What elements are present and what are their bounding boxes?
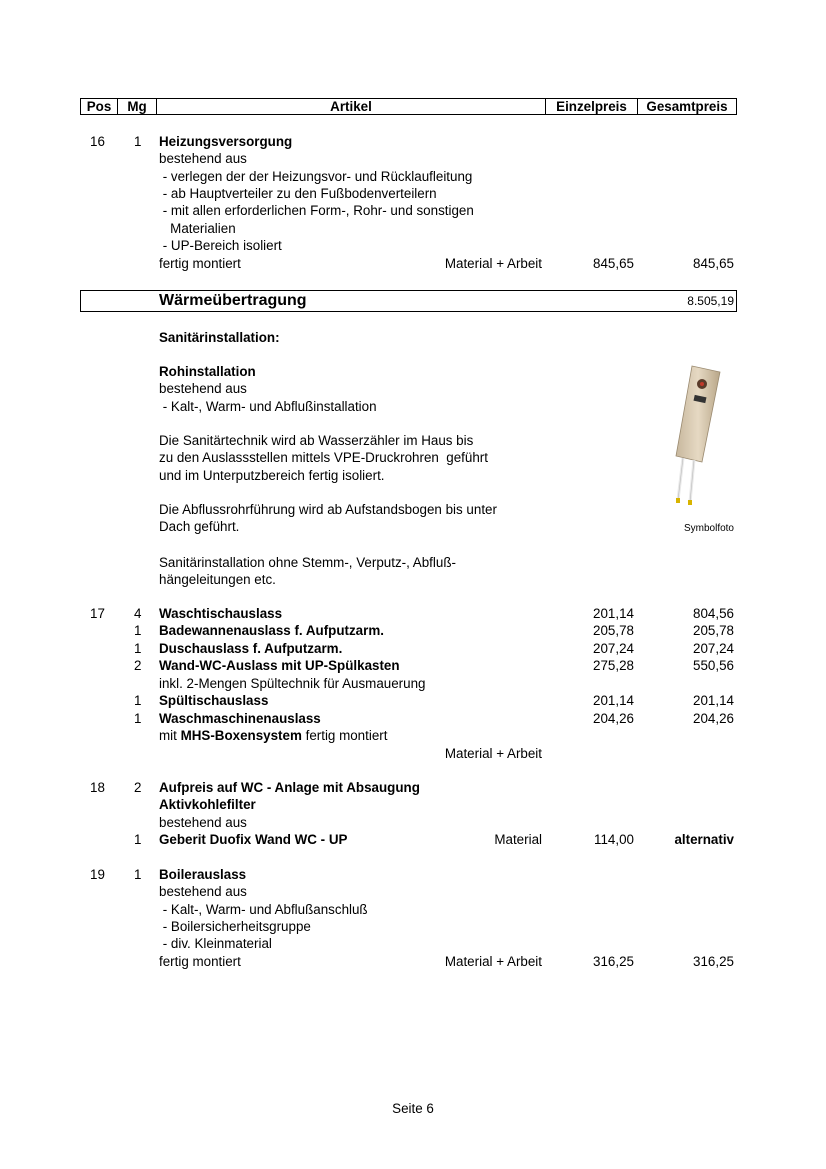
item17-row-mg: 1 [134,641,142,656]
sanitaer-paragraph-line: Die Abflussrohrführung wird ab Aufstandsbogen bis unter [159,502,497,517]
item17-row-einzel: 205,78 [593,623,634,638]
item16-line: fertig montiert [159,256,241,271]
item19-einzel: 316,25 [593,954,634,969]
sanitaer-paragraph-line: zu den Auslassstellen mittels VPE-Druckrohren geführt [159,450,488,465]
item17-row-gesamt: 550,56 [693,658,734,673]
item16-line: - mit allen erforderlichen Form-, Rohr- und sonstigen [159,203,474,218]
header-einzelpreis: Einzelpreis [545,98,638,115]
item17-row-gesamt: 201,14 [693,693,734,708]
item17-row-einzel: 204,26 [593,711,634,726]
item19-line: bestehend aus [159,884,247,899]
item19-line: - Kalt-, Warm- und Abflußanschluß [159,902,368,917]
item16-line: - verlegen der der Heizungsvor- und Rücklaufleitung [159,169,473,184]
item17-row-gesamt: 207,24 [693,641,734,656]
item17-row-gesamt: 804,56 [693,606,734,621]
item19-type: Material + Arbeit [444,954,542,969]
item17-row-gesamt: 205,78 [693,623,734,638]
item19-line: - Boilersicherheitsgruppe [159,919,311,934]
item17-type: Material + Arbeit [444,746,542,761]
item17-mhs-post: fertig montiert [301,728,388,743]
item17-pos: 17 [90,606,105,621]
item17-row-name: Waschtischauslass [159,606,283,621]
sanitaer-paragraph-line: Sanitärinstallation ohne Stemm-, Verputz-, Abfluß- [159,555,456,570]
item17-row-einzel: 201,14 [593,693,634,708]
item17-row-einzel: 275,28 [593,658,634,673]
header-mg: Mg [117,98,157,115]
item18-sub-mg: 1 [134,832,142,847]
item17-row-mg: 1 [134,693,142,708]
item17-mhs-line [159,728,387,744]
item17-row-mg: 1 [134,623,142,638]
symbol-photo-caption: Symbolfoto [683,523,734,534]
item18-pos: 18 [90,780,105,795]
section-title: Wärmeübertragung [159,292,307,309]
rohinstallation-line: bestehend aus [159,381,247,396]
sanitaer-paragraph-line: hängeleitungen etc. [159,572,276,587]
section-total: 8.505,19 [687,294,734,308]
sanitaer-paragraph-line: und im Unterputzbereich fertig isoliert. [159,468,385,483]
sanitaer-heading: Sanitärinstallation: [159,330,280,345]
item16-line: bestehend aus [159,151,247,166]
item17-row-name: Spültischauslass [159,693,269,708]
item19-title: Boilerauslass [159,867,247,882]
item18-einzel: 114,00 [594,832,634,847]
item18-title1: Aufpreis auf WC - Anlage mit Absaugung [159,780,420,795]
item18-mg: 2 [134,780,142,795]
item16-title: Heizungsversorgung [159,134,293,149]
header-gesamtpreis: Gesamtpreis [637,98,737,115]
item17-row-gesamt: 204,26 [693,711,734,726]
item16-einzel: 845,65 [593,256,634,271]
item17-row-einzel: 207,24 [593,641,634,656]
header-pos: Pos [80,98,118,115]
item16-gesamt: 845,65 [693,256,734,271]
item18-title2: Aktivkohlefilter [159,797,256,812]
rohinstallation-line: - Kalt-, Warm- und Abflußinstallation [159,399,377,414]
item18-line: bestehend aus [159,815,247,830]
item17-row-name: Waschmaschinenauslass [159,711,321,726]
item19-line: - div. Kleinmaterial [159,936,272,951]
item18-gesamt: alternativ [674,832,734,847]
header-artikel: Artikel [156,98,546,115]
sanitaer-paragraph-line: Die Sanitärtechnik wird ab Wasserzähler im Haus bis [159,433,474,448]
item16-mg: 1 [134,134,142,149]
item18-type: Material [494,832,542,847]
item17-row-einzel: 201,14 [593,606,634,621]
item18-sub-name: Geberit Duofix Wand WC - UP [159,832,348,847]
item17-row-name: Wand-WC-Auslass mit UP-Spülkasten [159,658,400,673]
item16-line: - UP-Bereich isoliert [159,238,282,253]
page-number: Seite 6 [392,1101,434,1116]
rohinstallation-title: Rohinstallation [159,364,256,379]
item19-line: fertig montiert [159,954,241,969]
item19-mg: 1 [134,867,142,882]
item16-line: - ab Hauptverteiler zu den Fußbodenverteilern [159,186,437,201]
item17-row-mg: 4 [134,606,142,621]
item17-row-mg: 1 [134,711,142,726]
item17-row-name: Badewannenauslass f. Aufputzarm. [159,623,384,638]
item17-mhs-bold: MHS-Boxensystem [180,728,302,743]
item17-mhs-pre: mit [159,728,181,743]
item17-row-mg: 2 [134,658,142,673]
item19-gesamt: 316,25 [693,954,734,969]
item16-type: Material + Arbeit [444,256,542,271]
item19-pos: 19 [90,867,105,882]
item17-row-name: Duschauslass f. Aufputzarm. [159,641,343,656]
item17-note-wc: inkl. 2-Mengen Spültechnik für Ausmauerung [159,676,426,691]
item16-line: Materialien [159,221,236,236]
sanitaer-paragraph-line: Dach geführt. [159,519,240,534]
symbol-photo-image [650,362,730,512]
item16-pos: 16 [90,134,105,149]
